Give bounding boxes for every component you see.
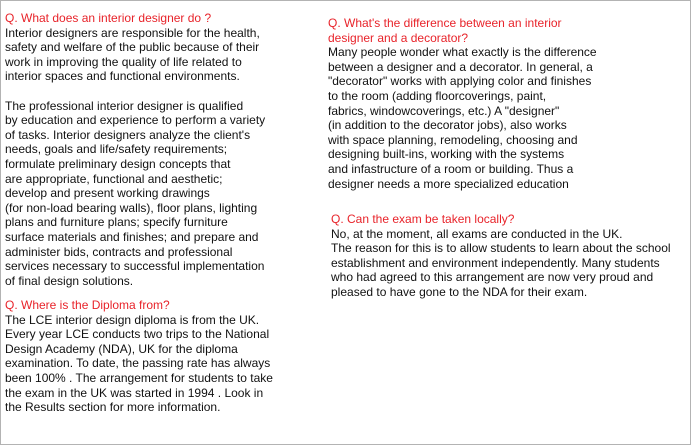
answer-line: examination. To date, the passing rate has always	[5, 356, 271, 371]
answer-line: plans and furniture plans; specify furniture	[5, 215, 228, 230]
answer-line: Many people wonder what exactly is the difference	[328, 45, 597, 60]
answer-line: Design Academy (NDA), UK for the diploma	[5, 341, 238, 356]
answer-line: safety and welfare of the public because of their	[5, 40, 260, 55]
answer-line: and infastructure of a room or building. Thus a	[328, 161, 574, 176]
answer-line: work in improving the quality of life related to	[5, 54, 242, 69]
answer-line: develop and present working drawings	[5, 186, 210, 201]
answer-line: designer needs a more specialized education	[328, 176, 569, 191]
answer-line: (for non-load bearing walls), floor plans, lighting	[5, 200, 258, 215]
answer-line: the Results section for more information.	[5, 400, 221, 415]
answer-line: services necessary to successful implementation	[5, 259, 265, 274]
answer-line: Every year LCE conducts two trips to the National	[5, 327, 270, 342]
answer-line: The LCE interior design diploma is from the UK.	[5, 312, 260, 327]
answer-line: The professional interior designer is qualified	[5, 98, 244, 113]
answer-line: by education and experience to perform a variety	[5, 113, 266, 128]
answer-line: pleased to have gone to the NDA for their exam.	[331, 284, 588, 299]
answer-line: designing built-ins, working with the systems	[328, 147, 565, 162]
answer-line: "decorator" works with applying color and finishes	[328, 74, 592, 89]
faq-diploma	[5, 298, 273, 415]
paragraph-gap	[5, 84, 265, 99]
faq-interior-designer	[5, 11, 265, 288]
faq-exam-location	[331, 212, 671, 300]
question-heading: Q. Where is the Diploma from?	[5, 298, 170, 312]
answer-line: fabrics, windowcoverings, etc.) A "designer"	[328, 103, 560, 118]
answer-line: the exam in the UK was started in 1994 . Look in	[5, 385, 264, 400]
answer-line: interior spaces and functional environments.	[5, 69, 240, 84]
answer-line: been 100% . The arrangement for students to take	[5, 370, 273, 385]
question-heading-continued: designer and a decorator?	[328, 30, 469, 45]
answer-line: establishment and environment independently. Many students	[331, 255, 660, 270]
question-heading: Q. What does an interior designer do ?	[5, 11, 212, 25]
answer-line: (in addition to the decorator jobs), also works	[328, 118, 567, 133]
answer-line: surface materials and finishes; and prepare and	[5, 229, 259, 244]
answer-line: of tasks. Interior designers analyze the client's	[5, 127, 251, 142]
answer-line: The reason for this is to allow students to learn about the school	[331, 241, 671, 256]
question-heading: Q. Can the exam be taken locally?	[331, 212, 515, 226]
answer-line: between a designer and a decorator. In general, a	[328, 59, 593, 74]
answer-line: are appropriate, functional and aesthetic;	[5, 171, 223, 186]
question-heading: Q. What's the difference between an interior	[328, 16, 562, 30]
answer-line: formulate preliminary design concepts that	[5, 156, 231, 171]
answer-line: Interior designers are responsible for the health,	[5, 25, 260, 40]
answer-line: No, at the moment, all exams are conducted in the UK.	[331, 226, 623, 241]
answer-line: who had agreed to this arrangement are now very proud and	[331, 270, 654, 285]
answer-line: of final design solutions.	[5, 273, 134, 288]
answer-line: needs, goals and life/safety requirements;	[5, 142, 228, 157]
answer-line: administer bids, contracts and professional	[5, 244, 233, 259]
answer-line: to the room (adding floorcoverings, paint,	[328, 88, 547, 103]
faq-designer-vs-decorator	[328, 16, 597, 191]
answer-line: with space planning, remodeling, choosing and	[328, 132, 578, 147]
